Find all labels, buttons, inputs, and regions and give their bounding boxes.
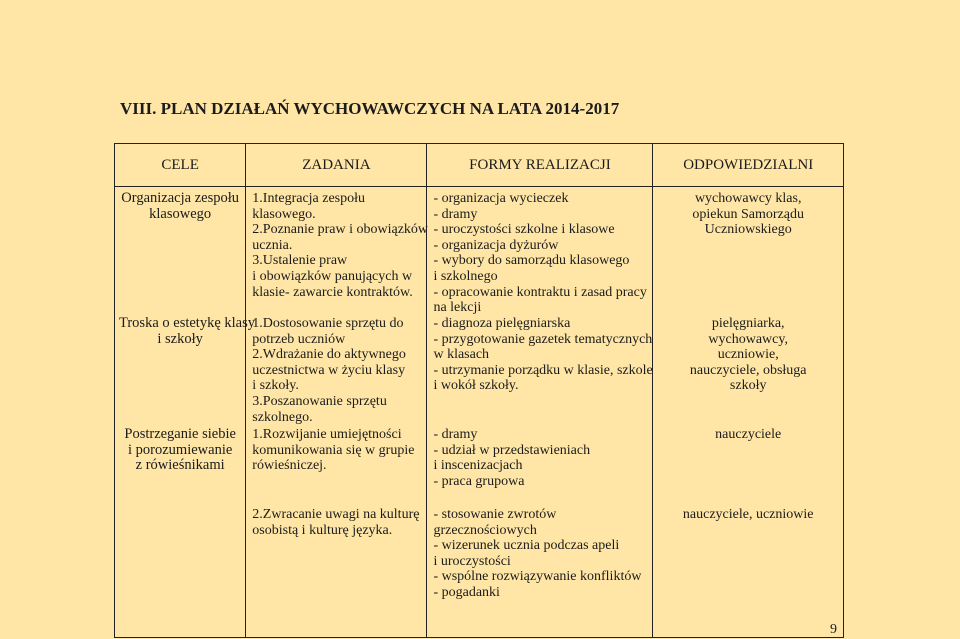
zadanie-item (246, 507, 426, 538)
cel-item (115, 315, 255, 347)
forma-item-line: na lekcji (433, 300, 482, 316)
zadanie-item-line: klasie- zawarcie kontraktów. (252, 284, 413, 300)
zadanie-item (246, 191, 429, 300)
cel-item (115, 427, 245, 474)
zadanie-item-line: i szkoły. (252, 378, 299, 394)
odpowiedzialny-item-line: nauczyciele, obsługa (689, 362, 807, 378)
forma-item-line: grzecznościowych (433, 522, 537, 538)
forma-item (427, 507, 652, 601)
odpowiedzialny-item-line: uczniowie, (717, 347, 779, 363)
forma-item-line: i szkolnego (433, 268, 498, 284)
zadanie-item-line: i obowiązków panujących w (252, 268, 413, 284)
forma-item (427, 191, 652, 316)
cel-item-line: Postrzeganie siebie (124, 426, 236, 442)
forma-item-line: - diagnoza pielęgniarska (433, 316, 571, 331)
odpowiedzialny-item (653, 427, 843, 443)
forma-item-line: - utrzymanie porządku w klasie, szkole (433, 362, 653, 378)
forma-item-line: i inscenizacjach (433, 458, 523, 474)
column-header-odpowiedzialni: ODPOWIEDZIALNI (653, 144, 844, 187)
column-header-cele: CELE (115, 144, 246, 187)
forma-item-line: - opracowanie kontraktu i zasad pracy (433, 284, 647, 300)
cel-item-line: Organizacja zespołu (121, 190, 239, 206)
forma-item-line: - wspólne rozwiązywanie konfliktów (433, 569, 642, 585)
section-heading: VIII. PLAN DZIAŁAŃ WYCHOWAWCZYCH NA LATA 2014-2017 (120, 99, 620, 118)
forma-item-line: - praca grupowa (433, 473, 525, 489)
odpowiedzialny-item (653, 507, 843, 523)
forma-item-line: - organizacja dyżurów (433, 237, 559, 253)
zadanie-item-line: osobistą i kulturę języka. (252, 522, 393, 538)
odpowiedzialny-item-line: wychowawcy, (708, 331, 788, 347)
zadanie-item-line: uczestnictwa w życiu klasy (252, 362, 406, 378)
odpowiedzialny-item-line: nauczyciele, uczniowie (682, 507, 814, 522)
cel-item (115, 191, 245, 222)
cel-item-line: i szkoły (157, 330, 203, 347)
cel-item-line: z rówieśnikami (135, 457, 225, 474)
forma-item-line: i uroczystości (433, 553, 511, 569)
forma-item (427, 316, 652, 394)
forma-item-line: - pogadanki (433, 584, 500, 600)
forma-item-line: - wizerunek ucznia podczas apeli (433, 538, 620, 554)
zadanie-item-line: 2.Poznanie praw i obowiązków (252, 222, 429, 238)
forma-item-line: - uroczystości szkolne i klasowe (433, 222, 615, 238)
column-header-zadania: ZADANIA (246, 144, 427, 187)
odpowiedzialny-item-line: pielęgniarka, (711, 316, 785, 331)
odpowiedzialny-item-line: nauczyciele (715, 427, 782, 442)
zadanie-item-line: klasowego. (252, 206, 316, 222)
odpowiedzialny-item (653, 316, 843, 394)
odpowiedzialny-item-line: wychowawcy klas, (694, 191, 802, 206)
zadanie-item (246, 427, 426, 474)
zadanie-item-line: 3.Ustalenie praw (252, 253, 348, 269)
zadanie-item-line: komunikowania się w grupie (252, 442, 415, 458)
forma-item-line: - dramy (433, 427, 478, 442)
table-header-row (115, 144, 844, 187)
zadanie-item-line: szkolnego. (252, 409, 313, 425)
formy-column (427, 187, 653, 638)
odpowiedzialny-item-line: opiekun Samorządu (692, 206, 804, 222)
zadania-column (246, 187, 427, 638)
zadanie-item-line: rówieśniczej. (252, 458, 327, 474)
column-header-formy: FORMY REALIZACJI (427, 144, 653, 187)
zadanie-item (246, 316, 426, 425)
zadanie-item-line: potrzeb uczniów (252, 331, 346, 347)
odpowiedzialny-item (653, 191, 843, 238)
zadanie-item-line: ucznia. (252, 237, 293, 253)
forma-item-line: - przygotowanie gazetek tematycznych (433, 331, 653, 347)
forma-item-line: - stosowanie zwrotów (433, 507, 557, 522)
zadanie-item-line: 2.Wdrażanie do aktywnego (252, 347, 406, 363)
odpowiedzialny-item-line: szkoły (729, 378, 767, 394)
forma-item (427, 427, 652, 489)
odpowiedzialni-column (653, 187, 844, 638)
cele-column (115, 187, 255, 638)
forma-item-line: i wokół szkoły. (433, 378, 519, 394)
plan-table (114, 143, 844, 638)
forma-item-line: - udział w przedstawieniach (433, 442, 591, 458)
page-number: 9 (830, 622, 837, 637)
zadanie-item-line: 2.Zwracanie uwagi na kulturę (252, 507, 420, 522)
zadanie-item-line: 3.Poszanowanie sprzętu (252, 393, 387, 409)
forma-item-line: - wybory do samorządu klasowego (433, 253, 630, 269)
table-body-row (115, 187, 844, 638)
forma-item-line: w klasach (433, 347, 490, 363)
zadanie-item-line: 1.Integracja zespołu (252, 191, 366, 206)
cel-item-line: Troska o estetykę klasy (119, 315, 255, 331)
cel-item-line: klasowego (149, 205, 212, 222)
cel-item-line: i porozumiewanie (128, 441, 233, 458)
forma-item-line: - organizacja wycieczek (433, 191, 569, 206)
odpowiedzialny-item-line: Uczniowskiego (704, 222, 792, 238)
forma-item-line: - dramy (433, 206, 478, 222)
zadanie-item-line: 1.Rozwijanie umiejętności (252, 427, 402, 442)
zadanie-item-line: 1.Dostosowanie sprzętu do (252, 316, 404, 331)
